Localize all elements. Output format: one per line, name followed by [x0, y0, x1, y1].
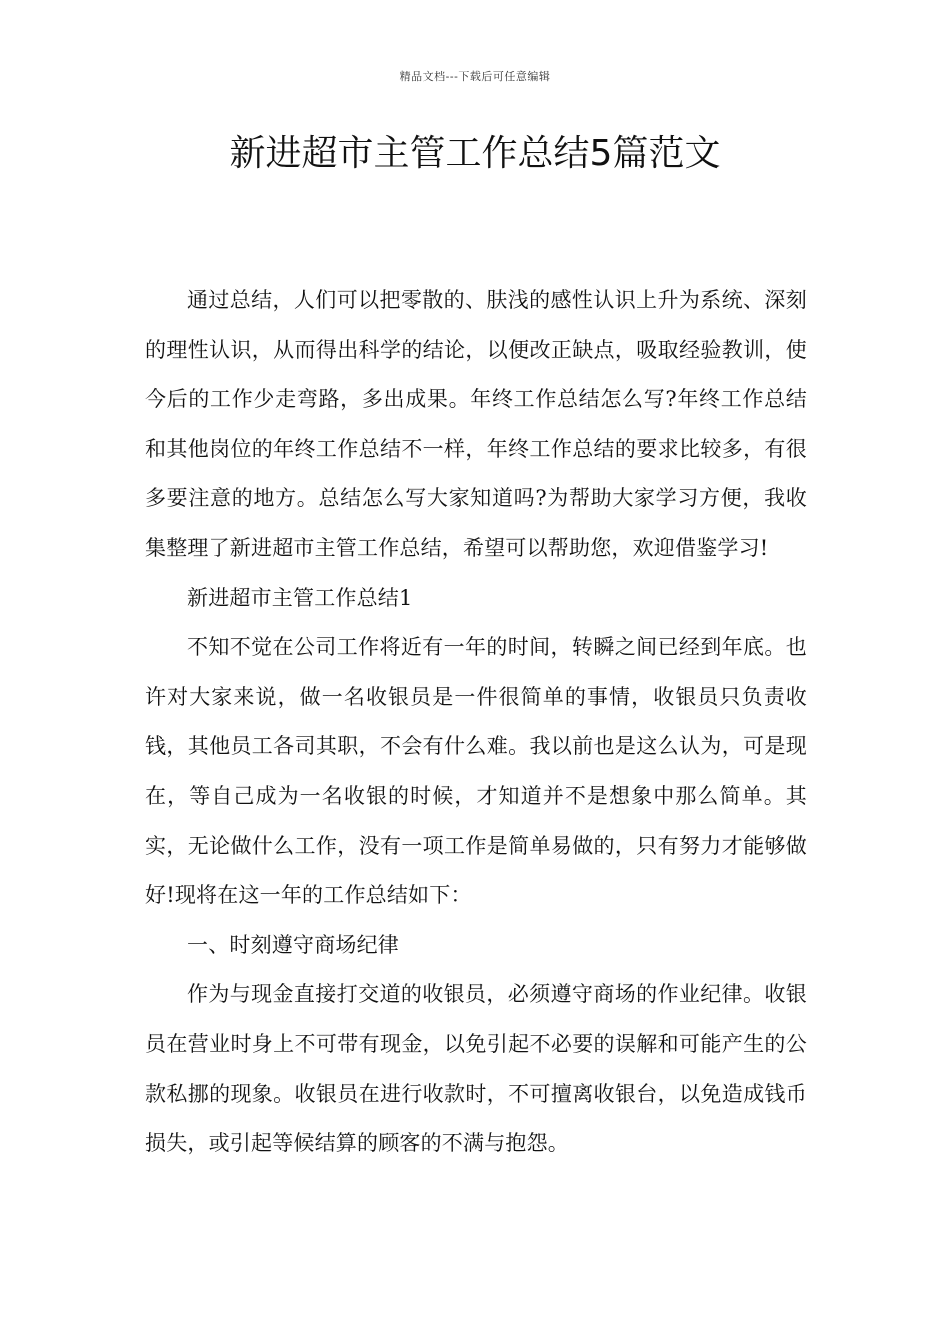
subsection-heading-1: 一、时刻遵守商场纪律	[187, 932, 399, 957]
document-title: 新进超市主管工作总结5篇范文	[229, 133, 721, 174]
body-paragraph-2: 作为与现金直接打交道的收银员，必须遵守商场的作业纪律。收银员在营业时身上不可带有现金，以免引起不必要的误解和可能产生的公款私挪的现象。收银员在进行收款时，不可擅离收银台，以免造成钱币损失，或引起等候结算的顾客的不满与抱怨。	[145, 982, 807, 1156]
section-heading-1: 新进超市主管工作总结1	[187, 585, 413, 610]
body-paragraph-1: 不知不觉在公司工作将近有一年的时间，转瞬之间已经到年底。也许对大家来说，做一名收银员是一件很简单的事情，收银员只负责收钱，其他员工各司其职，不会有什么难。我以前也是这么认为，可是现在，等自己成为一名收银的时候，才知道并不是想象中那么简单。其实，无论做什么工作，没有一项工作是简单易做的，只有努力才能够做好!现将在这一年的工作总结如下：	[145, 635, 807, 908]
intro-paragraph: 通过总结，人们可以把零散的、肤浅的感性认识上升为系统、深刻的理性认识，从而得出科学的结论，以便改正缺点，吸取经验教训，使今后的工作少走弯路，多出成果。年终工作总结怎么写?年终工作总结和其他岗位的年终工作总结不一样，年终工作总结的要求比较多，有很多要注意的地方。总结怎么写大家知道吗?为帮助大家学习方便，我收集整理了新进超市主管工作总结，希望可以帮助您，欢迎借鉴学习!	[145, 288, 807, 560]
document-body	[145, 276, 807, 1169]
header-note: 精品文档---下载后可任意编辑	[399, 70, 551, 83]
